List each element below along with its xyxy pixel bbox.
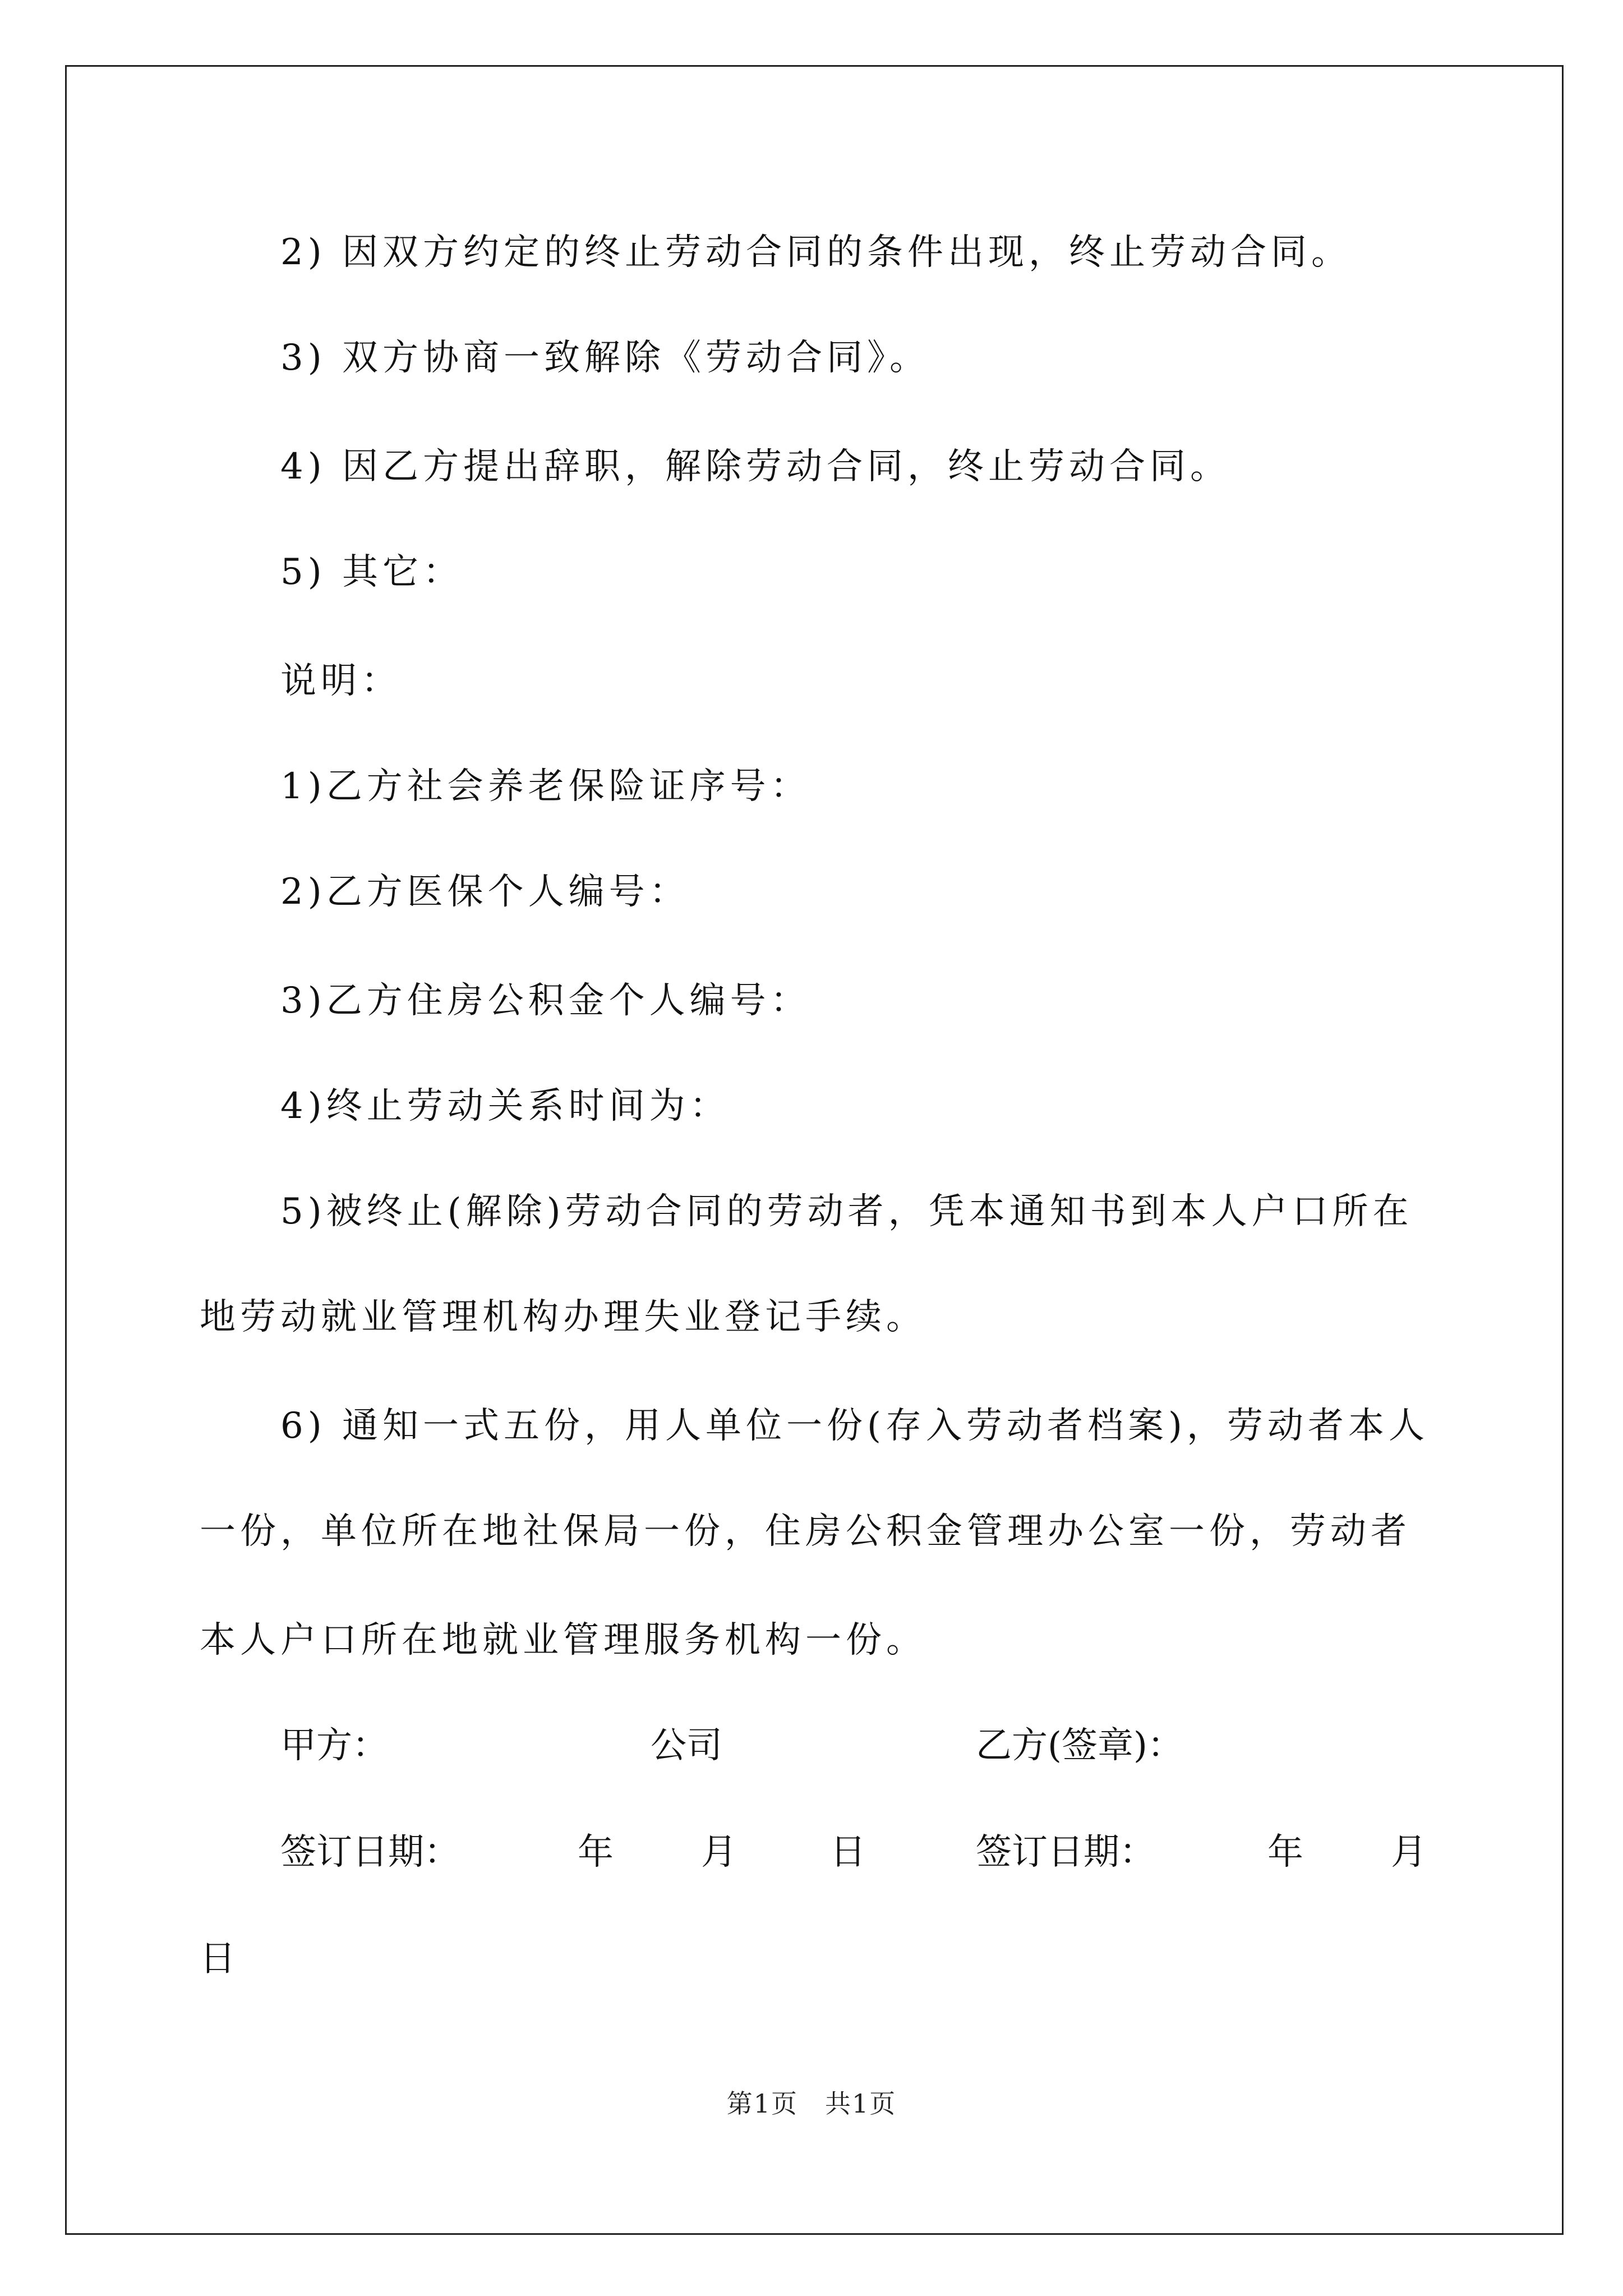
note-1: 1)乙方社会养老保险证序号： — [280, 766, 811, 807]
signature-dates-row — [0, 1830, 1623, 1875]
day-party-b: 日 — [200, 1938, 240, 1980]
page-number-footer: 第1页 共1页 — [726, 2088, 897, 2119]
clause-item-5: 5) 其它： — [280, 551, 464, 593]
year-party-a: 年 — [578, 1832, 614, 1873]
party-b-label: 乙方(签章)： — [976, 1725, 1183, 1766]
party-a-label: 甲方： — [280, 1725, 388, 1766]
clause-item-2: 2) 因双方约定的终止劳动合同的条件出现，终止劳动合同。 — [280, 232, 1352, 273]
month-party-b: 月 — [1391, 1832, 1427, 1873]
clause-item-3: 3) 双方协商一致解除《劳动合同》。 — [280, 337, 930, 379]
company-label: 公司 — [651, 1725, 722, 1766]
date-label-party-a: 签订日期： — [280, 1832, 460, 1873]
note-3: 3)乙方住房公积金个人编号： — [280, 980, 811, 1022]
notes-heading: 说明： — [280, 660, 402, 702]
year-party-b: 年 — [1267, 1832, 1303, 1873]
note-6-line-3: 本人户口所在地就业管理服务机构一份。 — [200, 1619, 926, 1661]
note-2: 2)乙方医保个人编号： — [280, 871, 690, 913]
note-4: 4)终止劳动关系时间为： — [280, 1085, 730, 1127]
note-6-line-1: 6) 通知一式五份，用人单位一份(存入劳动者档案)，劳动者本人 — [280, 1405, 1429, 1447]
note-5-line-1: 5)被终止(解除)劳动合同的劳动者，凭本通知书到本人户口所在 — [280, 1191, 1413, 1232]
month-party-a: 月 — [701, 1832, 737, 1873]
clause-item-4: 4) 因乙方提出辞职，解除劳动合同，终止劳动合同。 — [280, 446, 1231, 487]
signature-parties-row — [0, 1723, 1623, 1768]
day-party-a: 日 — [830, 1832, 866, 1873]
page-border — [65, 65, 1564, 2235]
note-5-line-2: 地劳动就业管理机构办理失业登记手续。 — [200, 1296, 926, 1338]
date-label-party-b: 签订日期： — [976, 1832, 1155, 1873]
note-6-line-2: 一份，单位所在地社保局一份，住房公积金管理办公室一份，劳动者 — [200, 1511, 1411, 1552]
